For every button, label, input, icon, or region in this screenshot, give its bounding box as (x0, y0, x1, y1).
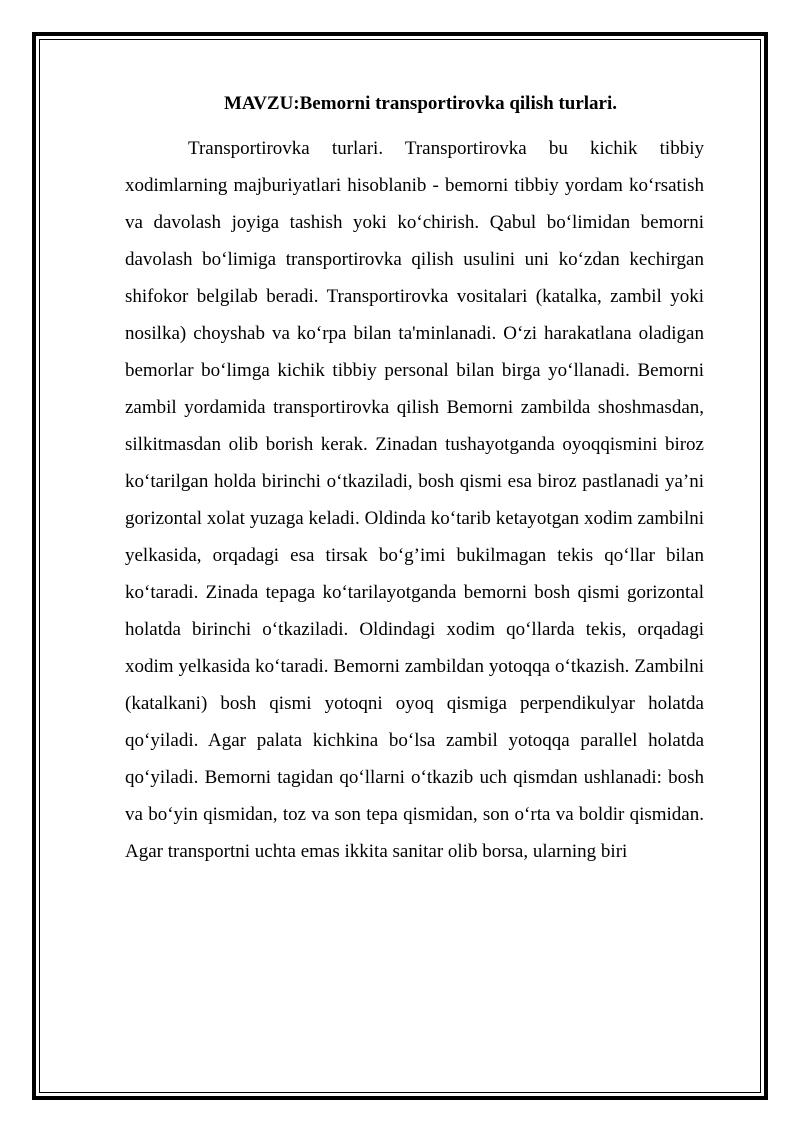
document-title: MAVZU:Bemorni transportirovka qilish turlari. (223, 93, 618, 114)
document-body (125, 92, 704, 870)
body-paragraph: Transportirovka turlari. Transportirovka bu kichik tibbiy xodimlarning majburiyatlari hisoblanib - bemorni tibbiy yordam koʻrsatish va davolash joyiga tashish yoki koʻchirish. Qabul boʻlimidan bemorni davolash boʻlimiga transportirovka qilish usulini uni koʻzdan kechirgan shifokor belgilab beradi. Transportirovka vositalari (katalka, zambil yoki nosilka) choyshab va koʻrpa bilan ta'minlanadi. Oʻzi harakatlana oladigan bemorlar boʻlimga kichik tibbiy personal bilan birga yoʻllanadi. Bemorni zambil yordamida transportirovka qilish Bemorni zambilda shoshmasdan, silkitmasdan olib borish kerak. Zinadan tushayotganda oyoqqismini biroz koʻtarilgan holda birinchi oʻtkaziladi, bosh qismi esa biroz pastlanadi ya’ni gorizontal xolat yuzaga keladi. Oldinda koʻtarib ketayotgan xodim zambilni yelkasida, orqadagi esa tirsak boʻg’imi bukilmagan tekis qoʻllar bilan koʻtaradi. Zinada tepaga koʻtarilayotganda bemorni bosh qismi gorizontal holatda birinchi oʻtkaziladi. Oldindagi xodim qoʻllarda tekis, orqadagi xodim yelkasida koʻtaradi. Bemorni zambildan yotoqqa oʻtkazish. Zambilni (katalkani) bosh qismi yotoqni oyoq qismiga perpendikulyar holatda qoʻyiladi. Agar palata kichkina boʻlsa zambil yotoqqa parallel holatda qoʻyiladi. Bemorni tagidan qoʻllarni oʻtkazib uch qismdan ushlanadi: bosh va boʻyin qismidan, toz va son tepa qismidan, son oʻrta va boldir qismidan. Agar transportni uchta emas ikkita sanitar olib borsa, ularning biri (125, 138, 704, 862)
